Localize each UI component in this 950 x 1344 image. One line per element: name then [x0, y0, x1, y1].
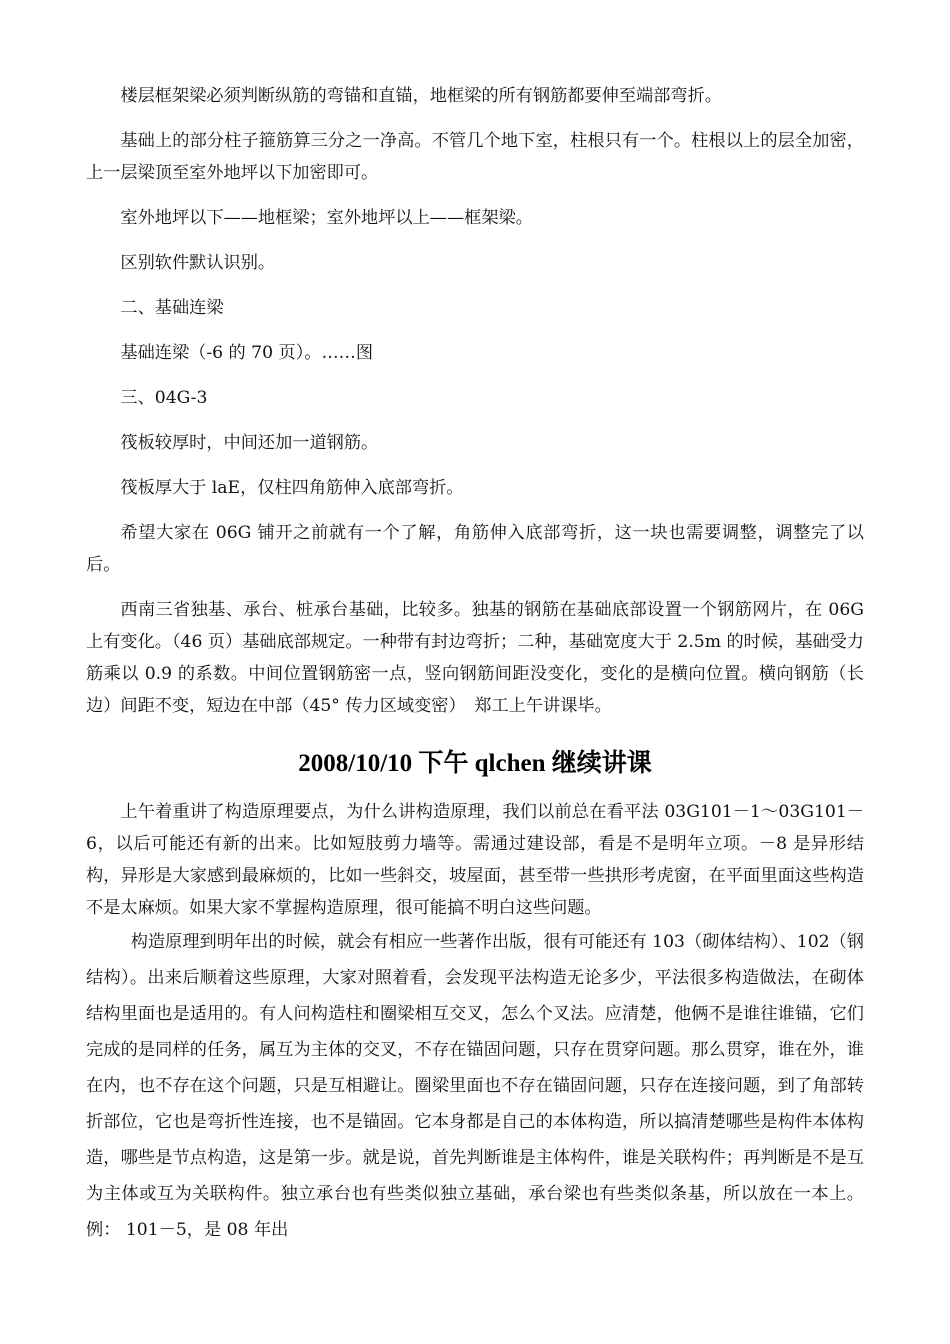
paragraph: 区别软件默认识别。 — [120, 253, 276, 273]
paragraph: 基础上的部分柱子箍筋算三分之一净高。不管几个地下室，柱根只有一个。柱根以上的层全加密，上一层梁顶至室外地坪以下加密即可。 — [86, 131, 864, 183]
paragraph: 构造原理到明年出的时候，就会有相应一些著作出版，很有可能还有 103（砌体结构）、102（钢结构）。出来后顺着这些原理，大家对照着看，会发现平法构造无论多少，平法很多构造做法，在砌体结构里面也是适用的。有人问构造柱和圈梁相互交叉，怎么个叉法。应清楚，他俩不是谁往谁锚，它们完成的是同样的任务，属互为主体的交叉，不存在锚固问题，只存在贯穿问题。那么贯穿，谁在外，谁在内，也不存在这个问题，只是互相避让。圈梁里面也不存在锚固问题，只存在连接问题，到了角部转折部位，它也是弯折性连接，也不是锚固。它本身都是自己的本体构造，所以搞清楚哪些是构件本体构造，哪些是节点构造，这是第一步。就是说，首先判断谁是主体构件，谁是关联构件；再判断是不是互为主体或互为关联构件。独立承台也有些类似独立基础，承台梁也有些类似条基，所以放在一本上。例： 101－5，是 08 年出 — [86, 932, 864, 1240]
paragraph: 楼层框架梁必须判断纵筋的弯锚和直锚，地框梁的所有钢筋都要伸至端部弯折。 — [120, 86, 722, 106]
section-heading: 二、基础连梁 — [120, 298, 224, 318]
document-page — [86, 80, 864, 1248]
paragraph: 室外地坪以下——地框梁；室外地坪以上——框架梁。 — [120, 208, 533, 228]
paragraph: 希望大家在 06G 铺开之前就有一个了解，角筋伸入底部弯折，这一块也需要调整，调整完了以后。 — [86, 523, 864, 575]
lecture-heading: 2008/10/10 下午 qlchen 继续讲课 — [298, 750, 652, 777]
paragraph: 西南三省独基、承台、桩承台基础，比较多。独基的钢筋在基础底部设置一个钢筋网片，在 06G 上有变化。（46 页）基础底部规定。一种带有封边弯折；二种，基础宽度大于 2.5m 的时候，基础受力筋乘以 0.9 的系数。中间位置钢筋密一点，竖向钢筋间距没变化，变化的是横向位置。横向钢筋（长边）间距不变，短边在中部（45° 传力区域变密） 郑工上午讲课毕。 — [86, 600, 864, 716]
section-heading: 三、04G-3 — [120, 388, 208, 408]
paragraph: 筏板厚大于 laE，仅柱四角筋伸入底部弯折。 — [120, 478, 464, 498]
paragraph: 筏板较厚时，中间还加一道钢筋。 — [120, 433, 379, 453]
paragraph: 基础连梁（-6 的 70 页）。……图 — [120, 343, 374, 363]
paragraph: 上午着重讲了构造原理要点，为什么讲构造原理，我们以前总在看平法 03G101－1～03G101－6，以后可能还有新的出来。比如短肢剪力墙等。需通过建设部，看是不是明年立项。－8 是异形结构，异形是大家感到最麻烦的，比如一些斜交，坡屋面，甚至带一些拱形考虎窗，在平面里面这些构造不是太麻烦。如果大家不掌握构造原理，很可能搞不明白这些问题。 — [86, 802, 864, 918]
